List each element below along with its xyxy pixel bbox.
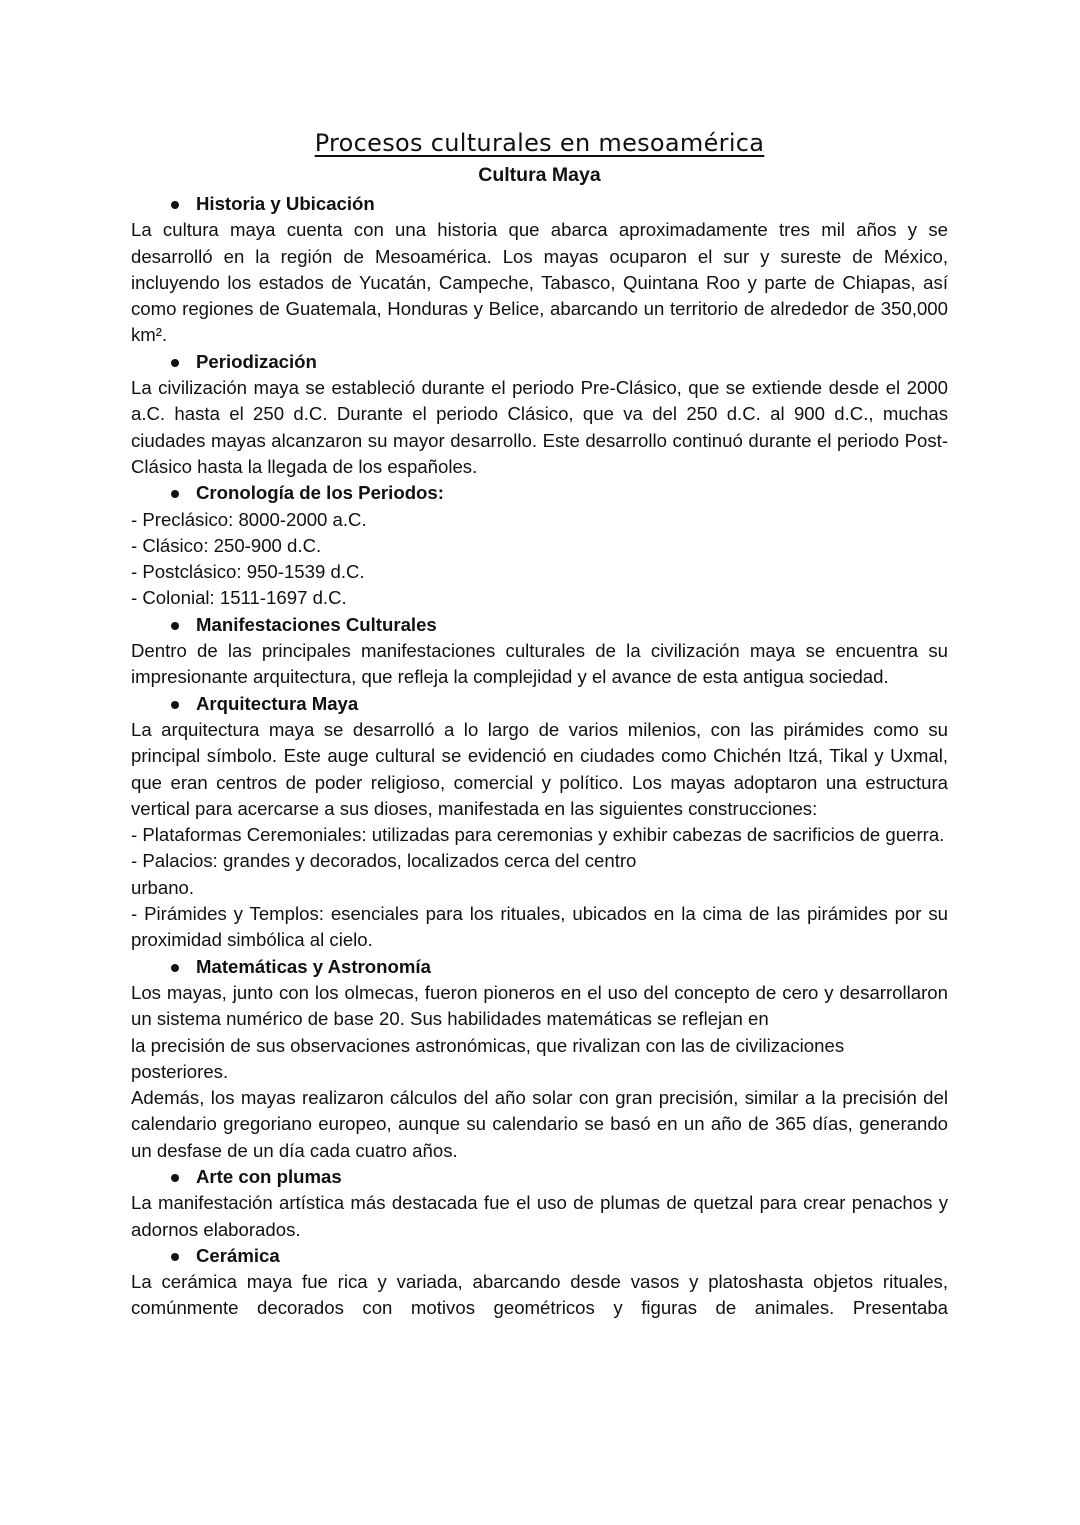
bullet-icon	[171, 201, 179, 209]
section-heading-text: Periodización	[196, 350, 317, 372]
bullet-icon	[171, 701, 179, 709]
section-heading-periodizacion	[131, 349, 948, 375]
bullet-icon	[171, 1253, 179, 1261]
architecture-item: urbano.	[131, 876, 195, 898]
section-heading-text: Historia y Ubicación	[196, 193, 375, 214]
section-heading-cronologia	[131, 480, 948, 506]
section-heading-ceramica	[131, 1243, 948, 1269]
bullet-icon	[171, 490, 179, 498]
chronology-item: - Clásico: 250-900 d.C.	[131, 534, 322, 556]
section-heading-text: Arquitectura Maya	[196, 692, 359, 714]
chronology-item: - Postclásico: 950-1539 d.C.	[131, 561, 365, 583]
section-paragraph-matematicas-c: posteriores.	[131, 1060, 229, 1082]
architecture-item: - Pirámides y Templos: esenciales para los rituales, ubicados en la cima de las pirámides por su proximidad simbólica al cielo.	[131, 903, 948, 951]
bullet-icon	[171, 964, 179, 972]
bullet-icon	[171, 359, 179, 367]
chronology-item: - Colonial: 1511-1697 d.C.	[131, 587, 347, 609]
section-heading-arquitectura	[131, 691, 948, 717]
architecture-item: - Palacios: grandes y decorados, localizados cerca del centro	[131, 850, 637, 872]
section-paragraph-arquitectura: La arquitectura maya se desarrolló a lo largo de varios milenios, con las pirámides como su principal símbolo. Este auge cultural se evidenció en ciudades como Chichén Itzá, Tikal y Uxmal, que eran centros de poder religioso, comercial y político. Los mayas adoptaron una estructura vertical para acercarse a sus dioses, manifestada en las siguientes construcciones:	[131, 718, 948, 819]
section-paragraph-matematicas: Los mayas, junto con los olmecas, fueron pioneros en el uso del concepto de cero y desarrollaron un sistema numérico de base 20. Sus habilidades matemáticas se reflejan en	[131, 981, 948, 1030]
section-paragraph-matematicas-2: Además, los mayas realizaron cálculos del año solar con gran precisión, similar a la precisión del calendario gregoriano europeo, aunque su calendario se basó en un año de 365 días, generando un desfase de un día cada cuatro años.	[131, 1087, 948, 1161]
section-heading-historia	[131, 191, 948, 217]
section-heading-text: Cerámica	[196, 1244, 280, 1266]
section-paragraph-historia: La cultura maya cuenta con una historia que abarca aproximadamente tres mil años y se desarrolló en la región de Mesoamérica. Los mayas ocuparon el sur y sureste de México, incluyendo los estados de Yucatán, Campeche, Tabasco, Quintana Roo y parte de Chiapas, así como regiones de Guatemala, Honduras y Belice, abarcando un territorio de alrededor de 350,000 km².	[131, 219, 948, 346]
document-subtitle: Cultura Maya	[478, 164, 601, 186]
document-page	[131, 126, 948, 1322]
chronology-item: - Preclásico: 8000-2000 a.C.	[131, 508, 367, 530]
section-paragraph-periodizacion: La civilización maya se estableció durante el periodo Pre-Clásico, que se extiende desde el 2000 a.C. hasta el 250 d.C. Durante el periodo Clásico, que va del 250 d.C. al 900 d.C., muchas ciudades mayas alcanzaron su mayor desarrollo. Este desarrollo continuó durante el periodo Post-Clásico hasta la llegada de los españoles.	[131, 377, 948, 477]
section-heading-manifestaciones	[131, 612, 948, 638]
bullet-icon	[171, 622, 179, 630]
section-heading-text: Matemáticas y Astronomía	[196, 955, 431, 977]
section-heading-arte	[131, 1164, 948, 1190]
section-heading-text: Arte con plumas	[196, 1165, 342, 1187]
section-paragraph-matematicas-b: la precisión de sus observaciones astronómicas, que rivalizan con las de civilizaciones	[131, 1034, 845, 1056]
architecture-item: - Plataformas Ceremoniales: utilizadas para ceremonias y exhibir cabezas de sacrificios de guerra.	[131, 824, 945, 846]
section-heading-text: Manifestaciones Culturales	[196, 613, 437, 635]
document-title: Procesos culturales en mesoamérica	[314, 129, 765, 157]
section-paragraph-ceramica: La cerámica maya fue rica y variada, abarcando desde vasos y platoshasta objetos rituales, comúnmente decorados con motivos geométricos y figuras de animales. Presentaba	[131, 1271, 948, 1319]
section-heading-matematicas	[131, 954, 948, 980]
section-paragraph-arte: La manifestación artística más destacada fue el uso de plumas de quetzal para crear penachos y adornos elaborados.	[131, 1192, 948, 1240]
section-paragraph-manifestaciones: Dentro de las principales manifestaciones culturales de la civilización maya se encuentra su impresionante arquitectura, que refleja la complejidad y el avance de esta antigua sociedad.	[131, 640, 948, 688]
bullet-icon	[171, 1174, 179, 1182]
section-heading-text: Cronología de los Periodos:	[196, 482, 444, 504]
